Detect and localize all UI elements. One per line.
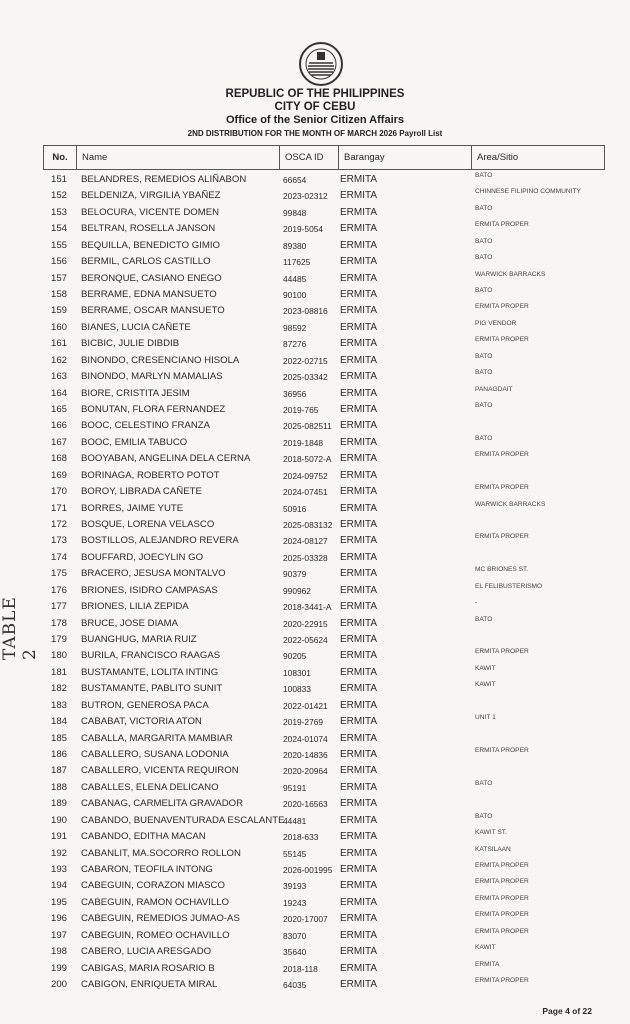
row-number: 154 <box>51 223 68 235</box>
row-osca-id: 2018-5072-A <box>283 454 332 465</box>
row-number: 191 <box>51 831 68 843</box>
row-number: 161 <box>51 338 68 350</box>
row-osca-id: 36956 <box>283 388 307 399</box>
row-area: ERMITA PROPER <box>475 911 529 919</box>
row-area: ERMITA PROPER <box>475 927 529 935</box>
row-number: 163 <box>51 371 68 383</box>
row-barangay: ERMITA <box>340 666 378 678</box>
row-area: ERMITA PROPER <box>475 221 529 229</box>
row-barangay: ERMITA <box>340 749 378 761</box>
row-barangay: ERMITA <box>340 420 378 432</box>
row-osca-id: 19243 <box>283 897 307 908</box>
row-barangay: ERMITA <box>340 206 378 218</box>
row-area: ERMITA PROPER <box>475 484 529 492</box>
row-barangay: ERMITA <box>340 568 378 580</box>
row-osca-id: 2020-17007 <box>283 914 328 925</box>
row-barangay: ERMITA <box>340 453 378 465</box>
row-number: 156 <box>51 256 68 268</box>
row-name: BEQUILLA, BENEDICTO GIMIO <box>81 239 220 251</box>
row-name: BIORE, CRISTITA JESIM <box>81 387 190 399</box>
row-number: 170 <box>51 486 68 498</box>
row-name: BOROY, LIBRADA CAÑETE <box>81 486 202 498</box>
row-barangay: ERMITA <box>340 354 378 366</box>
row-osca-id: 89380 <box>283 240 307 251</box>
table-row <box>43 237 605 256</box>
row-osca-id: 2022-02715 <box>283 355 328 366</box>
row-number: 189 <box>51 798 68 810</box>
row-barangay: ERMITA <box>340 256 378 268</box>
page-number: Page 4 of 22 <box>542 1006 592 1016</box>
row-osca-id: 2020-20964 <box>283 766 328 777</box>
row-osca-id: 55145 <box>283 848 307 859</box>
header-payroll-title: 2ND DISTRIBUTION FOR THE MONTH OF MARCH 2026 Payroll List <box>187 129 443 138</box>
row-barangay: ERMITA <box>340 946 378 958</box>
row-area: ERMITA PROPER <box>475 747 529 755</box>
row-number: 152 <box>51 190 68 202</box>
row-name: BORRES, JAIME YUTE <box>81 502 184 514</box>
table-row <box>43 749 605 765</box>
row-area: ERMITA <box>475 960 500 968</box>
row-barangay: ERMITA <box>340 814 378 826</box>
row-name: BRACERO, JESUSA MONTALVO <box>81 568 226 580</box>
row-area: ERMITA PROPER <box>475 336 529 344</box>
row-name: BOSQUE, LORENA VELASCO <box>81 519 215 531</box>
row-barangay: ERMITA <box>340 371 378 383</box>
row-osca-id: 2020-16563 <box>283 799 328 810</box>
row-name: BELOCURA, VICENTE DOMEN <box>81 206 220 218</box>
row-barangay: ERMITA <box>340 272 378 284</box>
row-osca-id: 2018-3441-A <box>283 602 332 613</box>
row-name: BUANGHUG, MARIA RUIZ <box>81 634 197 646</box>
row-barangay: ERMITA <box>340 190 378 202</box>
row-osca-id: 98592 <box>283 322 307 333</box>
row-name: CABALLERO, SUSANA LODONIA <box>81 749 229 761</box>
row-name: CABALLES, ELENA DELICANO <box>81 781 219 793</box>
row-number: 179 <box>51 634 68 646</box>
row-barangay: ERMITA <box>340 929 378 941</box>
row-name: BICBIC, JULIE DIBDIB <box>81 338 180 350</box>
row-barangay: ERMITA <box>340 732 378 744</box>
row-name: BOOC, CELESTINO FRANZA <box>81 420 211 432</box>
table-row <box>43 765 605 781</box>
row-name: BELANDRES, REMEDIOS ALIÑABON <box>81 174 247 185</box>
row-name: BOOC, EMILIA TABUCO <box>81 436 188 448</box>
table-row <box>43 352 605 371</box>
row-number: 199 <box>51 962 68 974</box>
row-name: BUSTAMANTE, LOLITA INTING <box>81 666 219 678</box>
row-number: 178 <box>51 617 68 629</box>
row-osca-id: 2025-03328 <box>283 552 328 563</box>
row-osca-id: 2022-01421 <box>283 700 328 711</box>
table-row <box>43 371 605 387</box>
row-barangay: ERMITA <box>340 174 378 185</box>
table-row <box>43 190 605 206</box>
row-area: KATSILAAN <box>475 845 511 853</box>
row-barangay: ERMITA <box>340 502 378 514</box>
row-osca-id: 2019-765 <box>283 405 319 416</box>
table-row <box>43 716 605 732</box>
row-osca-id: 83070 <box>283 930 307 941</box>
row-area: ERMITA PROPER <box>475 977 529 985</box>
row-number: 174 <box>51 551 68 563</box>
table-row <box>43 650 605 666</box>
row-name: CABERO, LUCIA ARESGADO <box>81 946 212 958</box>
row-number: 196 <box>51 913 68 925</box>
row-name: BURILA, FRANCISCO RAAGAS <box>81 650 221 662</box>
row-osca-id: 117625 <box>283 257 311 268</box>
row-number: 175 <box>51 568 68 580</box>
row-name: CABANDO, EDITHA MACAN <box>81 831 206 843</box>
row-osca-id: 44485 <box>283 273 307 284</box>
row-number: 183 <box>51 699 68 711</box>
row-osca-id: 2026-001995 <box>283 865 333 876</box>
row-osca-id: 2019-5054 <box>283 224 324 235</box>
column-header-no: No. <box>52 152 68 163</box>
table-row <box>43 500 605 519</box>
row-area: BATO <box>475 287 493 294</box>
table-row <box>43 420 605 436</box>
row-barangay: ERMITA <box>340 650 378 662</box>
table-row <box>43 979 605 995</box>
row-number: 159 <box>51 305 68 317</box>
table-row <box>43 812 605 831</box>
row-name: CABALLERO, VICENTA REQUIRON <box>81 765 239 777</box>
handwritten-note: TABLE 2 <box>0 596 40 660</box>
row-area: WARWICK BARRACKS <box>475 270 546 278</box>
row-number: 151 <box>51 174 68 185</box>
row-barangay: ERMITA <box>340 535 378 547</box>
row-name: BIANES, LUCIA CAÑETE <box>81 321 191 333</box>
table-row <box>43 798 605 814</box>
row-name: BUSTAMANTE, PABLITO SUNIT <box>81 683 223 695</box>
row-number: 164 <box>51 387 68 399</box>
row-barangay: ERMITA <box>340 338 378 350</box>
row-name: CABARON, TEOFILA INTONG <box>81 864 213 876</box>
table-row <box>43 385 605 404</box>
row-name: CABIGON, ENRIQUETA MIRAL <box>81 979 218 991</box>
row-number: 166 <box>51 420 68 432</box>
row-barangay: ERMITA <box>340 765 378 777</box>
row-name: CABEGUIN, RAMON OCHAVILLO <box>81 896 230 908</box>
row-barangay: ERMITA <box>340 601 378 613</box>
row-area: BATO <box>475 615 493 623</box>
row-barangay: ERMITA <box>340 634 378 646</box>
row-area: BATO <box>475 204 493 212</box>
row-barangay: ERMITA <box>340 321 378 333</box>
table-row <box>43 404 605 420</box>
row-area: ERMITA PROPER <box>475 894 529 902</box>
column-header-barangay: Barangay <box>338 146 471 169</box>
row-osca-id: 64035 <box>283 980 307 991</box>
table-row <box>43 831 605 847</box>
header-office: Office of the Senior Citizen Affairs <box>225 114 405 126</box>
row-barangay: ERMITA <box>340 699 378 711</box>
row-barangay: ERMITA <box>340 979 378 991</box>
row-area: CHINNESE FILIPINO COMMUNITY <box>475 188 581 196</box>
row-name: BONUTAN, FLORA FERNANDEZ <box>81 404 226 416</box>
row-barangay: ERMITA <box>340 880 378 892</box>
row-number: 153 <box>51 206 68 218</box>
row-name: CABALLA, MARGARITA MAMBIAR <box>81 732 233 744</box>
table-row <box>43 223 605 239</box>
row-area: MC BRIONES ST. <box>475 566 529 574</box>
table-row <box>43 664 605 683</box>
table-row <box>43 305 605 321</box>
row-name: CABEGUIN, ROMEO OCHAVILLO <box>81 929 230 941</box>
row-area: KAWIT <box>475 681 496 689</box>
row-name: BINONDO, MARLYN MAMALIAS <box>81 371 223 383</box>
row-number: 200 <box>51 979 68 991</box>
row-name: CABABAT, VICTORIA ATON <box>81 716 202 728</box>
row-number: 162 <box>51 354 68 366</box>
row-barangay: ERMITA <box>340 519 378 531</box>
row-area: ERMITA PROPER <box>475 303 529 311</box>
row-name: CABEGUIN, REMEDIOS JUMAO-AS <box>81 913 240 925</box>
row-barangay: ERMITA <box>340 683 378 695</box>
table-row <box>43 601 605 617</box>
row-area: UNIT 1 <box>475 714 496 722</box>
row-number: 155 <box>51 239 68 251</box>
row-area: BATO <box>475 402 493 410</box>
row-name: CABEGUIN, CORAZON MIASCO <box>81 880 225 892</box>
row-number: 172 <box>51 519 68 531</box>
row-osca-id: 2018-633 <box>283 832 319 843</box>
row-area: BATO <box>475 779 493 787</box>
row-osca-id: 50916 <box>283 503 307 514</box>
row-osca-id: 66654 <box>283 175 307 185</box>
row-osca-id: 44481 <box>283 815 307 826</box>
row-name: BOSTILLOS, ALEJANDRO REVERA <box>81 535 239 547</box>
header-city: CITY OF CEBU <box>274 101 356 113</box>
row-area: PIG VENDOR <box>475 319 517 327</box>
row-barangay: ERMITA <box>340 847 378 859</box>
row-area: BATO <box>475 237 493 245</box>
row-osca-id: 35640 <box>283 947 307 958</box>
row-area: ERMITA PROPER <box>475 648 529 656</box>
row-area: KAWIT <box>475 664 496 672</box>
table-row <box>43 453 605 469</box>
table-row <box>43 270 605 289</box>
row-area: BATO <box>475 172 493 179</box>
row-barangay: ERMITA <box>340 913 378 925</box>
row-number: 185 <box>51 732 68 744</box>
row-name: BRIONES, LILIA ZEPIDA <box>81 601 189 613</box>
table-row <box>43 927 605 946</box>
row-number: 158 <box>51 289 68 300</box>
row-name: BINONDO, CRESENCIANO HISOLA <box>81 354 240 366</box>
row-name: BERRAME, OSCAR MANSUETO <box>81 305 225 317</box>
row-number: 157 <box>51 272 68 284</box>
row-osca-id: 990962 <box>283 585 311 596</box>
row-number: 169 <box>51 469 68 481</box>
table-row <box>43 779 605 798</box>
row-barangay: ERMITA <box>340 305 378 317</box>
table-row <box>43 615 605 634</box>
row-osca-id: 95191 <box>283 782 307 793</box>
row-number: 198 <box>51 946 68 958</box>
row-barangay: ERMITA <box>340 584 378 596</box>
row-area: - <box>475 599 478 607</box>
row-barangay: ERMITA <box>340 716 378 728</box>
row-osca-id: 2020-14836 <box>283 750 328 761</box>
row-name: BORINAGA, ROBERTO POTOT <box>81 469 220 481</box>
row-barangay: ERMITA <box>340 486 378 498</box>
row-name: CABIGAS, MARIA ROSARIO B <box>81 962 215 974</box>
row-number: 190 <box>51 814 68 826</box>
row-osca-id: 2024-09752 <box>283 470 328 481</box>
header-republic: REPUBLIC OF THE PHILIPPINES <box>225 88 405 100</box>
row-area: KAWIT ST. <box>475 829 507 837</box>
row-barangay: ERMITA <box>340 864 378 876</box>
row-area: BATO <box>475 352 493 360</box>
row-barangay: ERMITA <box>340 831 378 843</box>
row-barangay: ERMITA <box>340 962 378 974</box>
table-header <box>43 145 605 170</box>
row-number: 171 <box>51 502 68 514</box>
row-number: 160 <box>51 321 68 333</box>
row-barangay: ERMITA <box>340 551 378 563</box>
row-barangay: ERMITA <box>340 404 378 416</box>
row-number: 181 <box>51 666 68 678</box>
row-osca-id: 90100 <box>283 290 307 300</box>
row-name: BERONQUE, CASIANO ENEGO <box>81 272 222 284</box>
row-number: 194 <box>51 880 68 892</box>
row-area: ERMITA PROPER <box>475 878 529 886</box>
row-barangay: ERMITA <box>340 436 378 448</box>
row-number: 182 <box>51 683 68 695</box>
row-osca-id: 99848 <box>283 207 307 218</box>
row-osca-id: 90205 <box>283 651 307 662</box>
row-number: 186 <box>51 749 68 761</box>
row-number: 193 <box>51 864 68 876</box>
row-barangay: ERMITA <box>340 798 378 810</box>
row-number: 195 <box>51 896 68 908</box>
row-barangay: ERMITA <box>340 896 378 908</box>
row-osca-id: 2025-082511 <box>283 421 332 432</box>
row-osca-id: 2022-05624 <box>283 635 328 646</box>
row-name: CABANLIT, MA.SOCORRO ROLLON <box>81 847 241 859</box>
row-number: 168 <box>51 453 68 465</box>
row-osca-id: 2025-03342 <box>283 372 328 383</box>
row-area: PANAGDAIT <box>475 385 513 393</box>
row-number: 184 <box>51 716 68 728</box>
row-name: CABANDO, BUENAVENTURADA ESCALANTE <box>81 814 285 826</box>
row-name: BELDENIZA, VIRGILIA YBAÑEZ <box>81 190 221 202</box>
row-name: BRUCE, JOSE DIAMA <box>81 617 179 629</box>
table-row <box>43 946 605 962</box>
row-barangay: ERMITA <box>340 289 378 300</box>
row-number: 173 <box>51 535 68 547</box>
row-number: 197 <box>51 929 68 941</box>
row-barangay: ERMITA <box>340 469 378 481</box>
row-osca-id: 2023-08816 <box>283 306 328 317</box>
row-area: EL FELIBUSTERISMO <box>475 582 543 590</box>
row-name: BRIONES, ISIDRO CAMPASAS <box>81 584 218 596</box>
row-osca-id: 90379 <box>283 569 307 580</box>
row-area: BATO <box>475 812 493 820</box>
city-seal-logo <box>298 41 344 87</box>
row-number: 180 <box>51 650 68 662</box>
row-name: BERRAME, EDNA MANSUETO <box>81 289 217 300</box>
row-osca-id: 2019-1848 <box>283 437 324 448</box>
row-area: ERMITA PROPER <box>475 533 529 541</box>
row-number: 167 <box>51 436 68 448</box>
row-osca-id: 87276 <box>283 339 307 350</box>
row-osca-id: 2019-2769 <box>283 717 324 728</box>
column-header-area: Area/Sitio <box>471 146 606 169</box>
table-row <box>43 338 605 354</box>
row-area: KAWIT <box>475 944 496 952</box>
row-barangay: ERMITA <box>340 781 378 793</box>
row-area: ERMITA PROPER <box>475 862 529 870</box>
row-name: BELTRAN, ROSELLA JANSON <box>81 223 216 235</box>
table-row <box>43 535 605 551</box>
row-barangay: ERMITA <box>340 387 378 399</box>
row-barangay: ERMITA <box>340 617 378 629</box>
row-number: 177 <box>51 601 68 613</box>
row-area: ERMITA PROPER <box>475 451 529 459</box>
row-osca-id: 2020-22915 <box>283 618 328 629</box>
row-barangay: ERMITA <box>340 223 378 235</box>
row-osca-id: 2025-083132 <box>283 520 333 531</box>
row-osca-id: 108301 <box>283 667 311 678</box>
row-osca-id: 39193 <box>283 881 307 892</box>
row-number: 165 <box>51 404 68 416</box>
row-area: BATO <box>475 434 493 442</box>
table-row <box>43 683 605 699</box>
row-osca-id: 100833 <box>283 684 311 695</box>
table-row <box>43 700 605 716</box>
row-osca-id: 2023-02312 <box>283 191 328 202</box>
row-osca-id: 2024-07451 <box>283 487 328 498</box>
row-name: BOUFFARD, JOECYLIN GO <box>81 551 204 563</box>
table-row <box>43 582 605 601</box>
row-area: BATO <box>475 254 493 262</box>
row-number: 188 <box>51 781 68 793</box>
column-header-osca-id: OSCA ID <box>279 146 338 169</box>
row-area: WARWICK BARRACKS <box>475 500 546 508</box>
row-number: 176 <box>51 584 68 596</box>
row-number: 187 <box>51 765 68 777</box>
row-osca-id: 2024-01074 <box>283 733 328 744</box>
row-osca-id: 2018-118 <box>283 963 318 974</box>
column-header-name: Name <box>76 146 279 169</box>
row-area: BATO <box>475 369 493 377</box>
row-osca-id: 2024-08127 <box>283 536 328 547</box>
row-name: BUTRON, GENEROSA PACA <box>81 699 209 711</box>
row-barangay: ERMITA <box>340 239 378 251</box>
row-name: BERMIL, CARLOS CASTILLO <box>81 256 211 268</box>
row-number: 192 <box>51 847 68 859</box>
row-name: BOOYABAN, ANGELINA DELA CERNA <box>81 453 251 465</box>
row-name: CABANAG, CARMELITA GRAVADOR <box>81 798 244 810</box>
